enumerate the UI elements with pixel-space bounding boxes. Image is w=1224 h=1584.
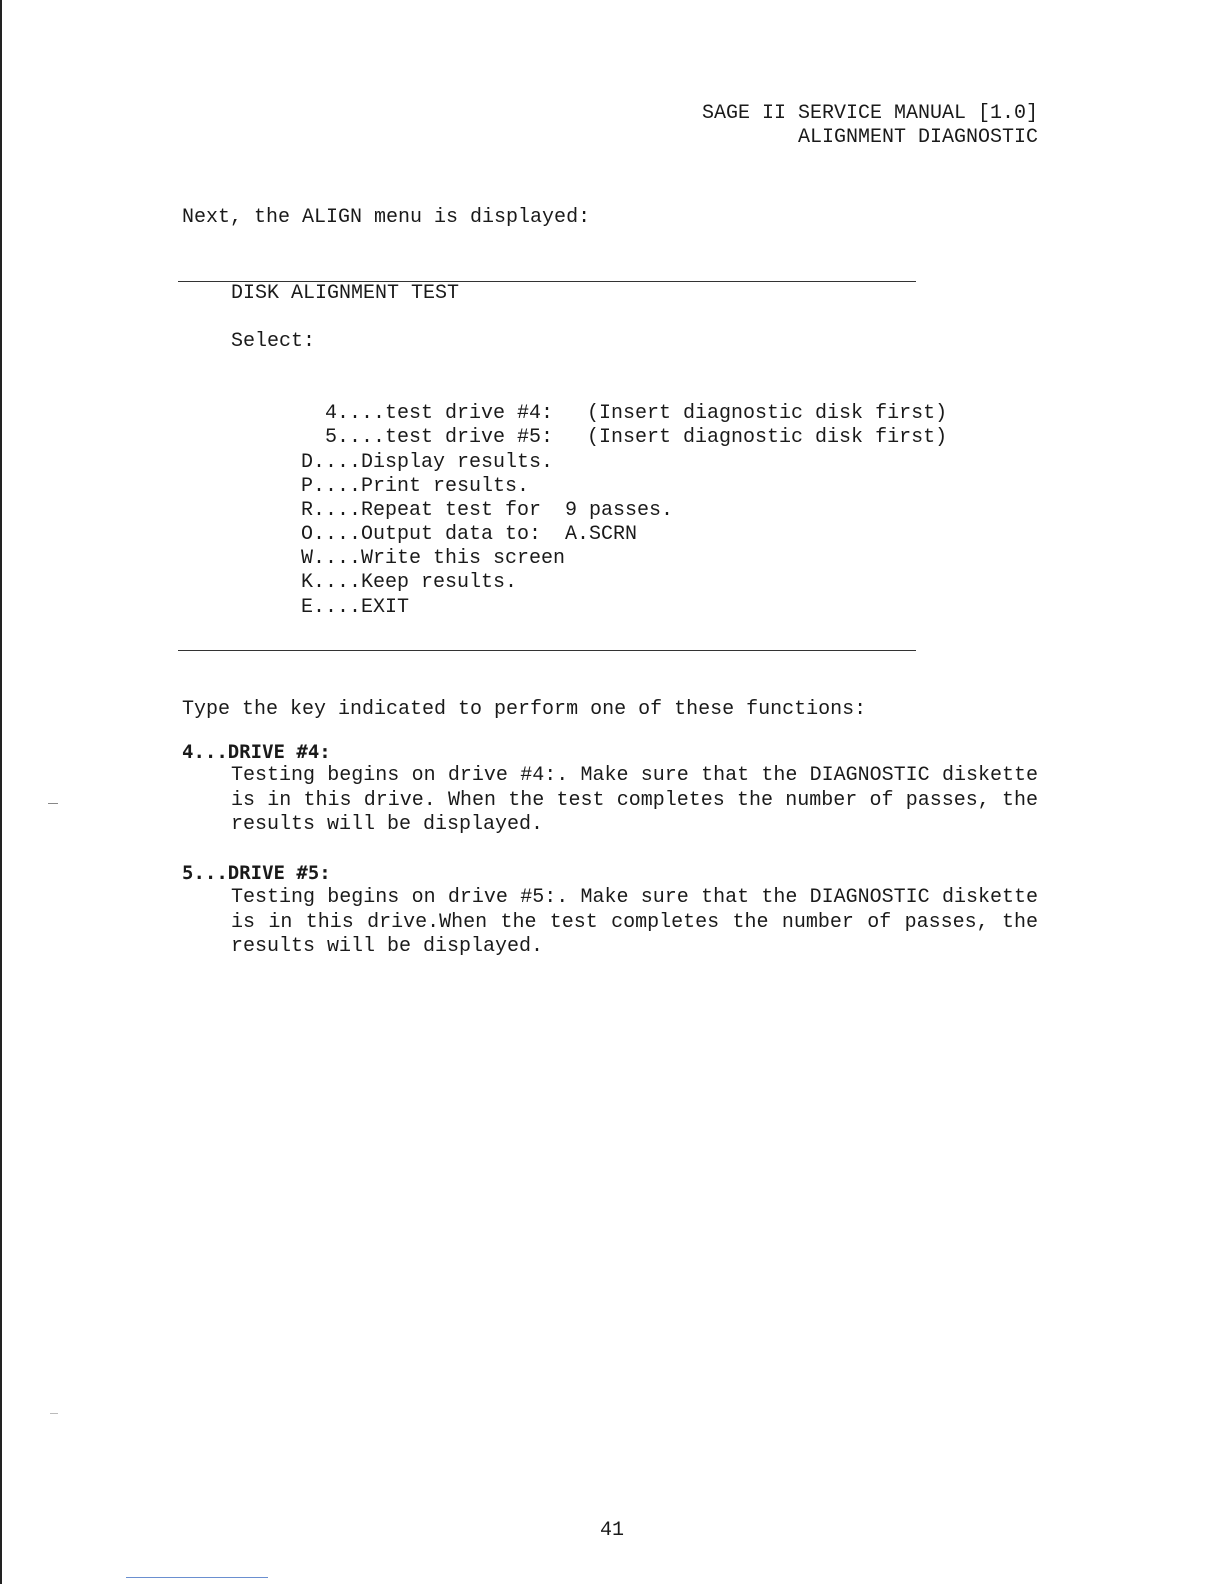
page-left-edge	[0, 0, 2, 1584]
page-number: 41	[599, 1519, 624, 1542]
function-description-drive-5: Testing begins on drive #5:. Make sure that the DIAGNOSTIC diskette is in this drive.When the test completes the number of passes, the results will be displayed.	[231, 886, 1038, 958]
menu-option-note: (Insert diagnostic disk first)	[587, 402, 948, 425]
instruction-text: Type the key indicated to perform one of these functions:	[182, 698, 867, 721]
scan-artifact-line	[126, 1577, 268, 1578]
section-title: ALIGNMENT DIAGNOSTIC	[797, 126, 1038, 149]
page-header	[702, 102, 1038, 150]
screen-title: DISK ALIGNMENT TEST	[231, 282, 460, 305]
menu-option-output: O....Output data to: A.SCRN	[301, 523, 638, 546]
menu-option-print: P....Print results.	[301, 475, 530, 498]
scan-speck	[48, 803, 58, 804]
screen-bottom-rule	[178, 650, 916, 651]
menu-option-repeat: R....Repeat test for 9 passes.	[301, 499, 674, 522]
menu-option-note: (Insert diagnostic disk first)	[587, 426, 948, 449]
menu-option-keep: K....Keep results.	[301, 571, 518, 594]
menu-option-key: 5....test drive #5:	[325, 426, 554, 449]
menu-option-write: W....Write this screen	[301, 547, 566, 570]
menu-option-drive-5	[301, 402, 947, 450]
function-heading-drive-5: 5...DRIVE #5:	[182, 862, 331, 884]
function-description-drive-4: Testing begins on drive #4:. Make sure that the DIAGNOSTIC diskette is in this drive. When the test completes the number of passes, the results will be displayed.	[231, 764, 1038, 836]
manual-title: SAGE II SERVICE MANUAL [1.0]	[701, 102, 1038, 125]
menu-option-display: D....Display results.	[301, 451, 554, 474]
function-heading-drive-4: 4...DRIVE #4:	[182, 741, 331, 763]
select-label: Select:	[231, 330, 316, 353]
intro-text: Next, the ALIGN menu is displayed:	[182, 206, 591, 229]
scan-speck	[50, 1413, 58, 1414]
menu-option-exit: E....EXIT	[301, 596, 410, 619]
menu-option-key: 4....test drive #4:	[325, 402, 554, 425]
